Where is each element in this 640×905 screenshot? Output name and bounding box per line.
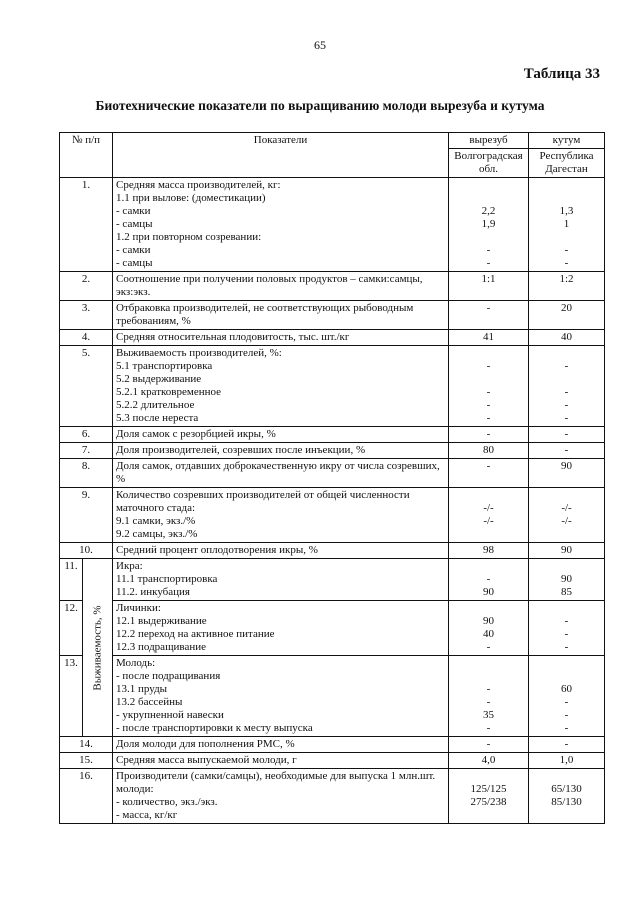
value-line: -/- bbox=[561, 502, 572, 514]
indicator-cell bbox=[113, 272, 449, 301]
table-row bbox=[60, 753, 605, 769]
indicator-line: - укрупненной навески bbox=[116, 709, 224, 721]
value-line: - bbox=[564, 738, 569, 750]
table-row bbox=[60, 459, 605, 488]
value-line: 4,0 bbox=[481, 754, 496, 766]
row-number: 6. bbox=[60, 427, 113, 443]
value-line bbox=[532, 657, 601, 670]
indicator-line: 11.1 транспортировка bbox=[116, 573, 218, 585]
value-line: - bbox=[486, 257, 491, 269]
value-dagestan-cell bbox=[529, 346, 605, 427]
value-line: - bbox=[564, 399, 569, 411]
indicator-cell bbox=[113, 737, 449, 753]
value-dagestan-cell bbox=[529, 559, 605, 601]
indicator-line: Соотношение при получении половых продуктов – самки:самцы, экз:экз. bbox=[116, 273, 423, 298]
indicator-line: - самцы bbox=[116, 218, 153, 230]
indicator-cell bbox=[113, 427, 449, 443]
indicator-line: Отбраковка производителей, не соответствующих рыбоводным требованиям, % bbox=[116, 302, 414, 327]
indicator-line: - масса, кг/кг bbox=[116, 809, 178, 821]
row-number: 7. bbox=[60, 443, 113, 459]
indicator-line: 13.1 пруды bbox=[116, 683, 168, 695]
indicator-line: Молодь: bbox=[116, 657, 156, 669]
value-line: 2,2 bbox=[481, 205, 496, 217]
value-line: 60 bbox=[561, 683, 573, 695]
indicator-cell bbox=[113, 459, 449, 488]
value-line bbox=[532, 770, 601, 783]
value-dagestan-cell bbox=[529, 178, 605, 272]
value-line bbox=[452, 670, 525, 683]
value-line: 1,9 bbox=[481, 218, 496, 230]
indicator-line: 5.2 выдерживание bbox=[116, 373, 202, 385]
value-line: 85 bbox=[561, 586, 573, 598]
indicator-cell bbox=[113, 559, 449, 601]
value-line bbox=[452, 231, 525, 244]
value-volgograd-cell bbox=[449, 737, 529, 753]
value-volgograd-cell bbox=[449, 427, 529, 443]
value-line: - bbox=[564, 386, 569, 398]
value-line bbox=[532, 179, 601, 192]
indicator-cell bbox=[113, 330, 449, 346]
value-volgograd-cell bbox=[449, 769, 529, 824]
indicator-line: 12.1 выдерживание bbox=[116, 615, 207, 627]
value-line bbox=[532, 347, 601, 360]
table-row bbox=[60, 559, 605, 601]
value-line: 1,0 bbox=[559, 754, 574, 766]
value-line: 275/238 bbox=[470, 796, 507, 808]
value-line: 90 bbox=[561, 573, 573, 585]
indicator-line: Доля молоди для пополнения РМС, % bbox=[116, 738, 295, 750]
indicator-cell bbox=[113, 488, 449, 543]
indicator-cell bbox=[113, 753, 449, 769]
table-row bbox=[60, 769, 605, 824]
table-row bbox=[60, 301, 605, 330]
indicator-line: 1.1 при вылове: (доместикации) bbox=[116, 192, 266, 204]
value-dagestan-cell bbox=[529, 272, 605, 301]
value-dagestan-cell bbox=[529, 427, 605, 443]
indicator-line: 9.1 самки, экз./% bbox=[116, 515, 196, 527]
indicator-cell bbox=[113, 601, 449, 656]
indicator-line: - после транспортировки к месту выпуска bbox=[116, 722, 313, 734]
value-dagestan-cell bbox=[529, 459, 605, 488]
value-dagestan-cell bbox=[529, 769, 605, 824]
value-dagestan-cell bbox=[529, 488, 605, 543]
value-line: - bbox=[564, 709, 569, 721]
indicator-cell bbox=[113, 443, 449, 459]
value-line: -/- bbox=[561, 515, 572, 527]
header-indicator: Показатели bbox=[113, 133, 449, 178]
indicator-line: Средний процент оплодотворения икры, % bbox=[116, 544, 318, 556]
row-number: 5. bbox=[60, 346, 113, 427]
value-volgograd-cell bbox=[449, 601, 529, 656]
value-volgograd-cell bbox=[449, 178, 529, 272]
header-region-2: Республика Дагестан bbox=[529, 149, 605, 178]
value-line: -/- bbox=[483, 515, 494, 527]
header-region-1: Волгоградская обл. bbox=[449, 149, 529, 178]
value-line bbox=[532, 231, 601, 244]
value-line: 1:2 bbox=[559, 273, 574, 285]
table-row bbox=[60, 656, 605, 737]
row-number: 4. bbox=[60, 330, 113, 346]
table-row bbox=[60, 443, 605, 459]
value-line: - bbox=[564, 428, 569, 440]
value-line: - bbox=[564, 412, 569, 424]
value-line bbox=[532, 373, 601, 386]
table-row bbox=[60, 601, 605, 656]
row-number: 11. bbox=[60, 559, 83, 601]
table-row bbox=[60, 178, 605, 272]
value-line: - bbox=[564, 722, 569, 734]
value-line: 90 bbox=[561, 460, 573, 472]
row-number: 15. bbox=[60, 753, 113, 769]
value-dagestan-cell bbox=[529, 543, 605, 559]
value-line: - bbox=[564, 696, 569, 708]
value-line: 1 bbox=[563, 218, 570, 230]
value-line: - bbox=[564, 615, 569, 627]
header-species-2: кутум bbox=[529, 133, 605, 149]
indicator-line: 5.2.1 кратковременное bbox=[116, 386, 222, 398]
indicator-line: 13.2 бассейны bbox=[116, 696, 183, 708]
value-dagestan-cell bbox=[529, 737, 605, 753]
indicator-line: 1.2 при повторном созревании: bbox=[116, 231, 262, 243]
indicator-cell bbox=[113, 178, 449, 272]
value-line bbox=[452, 179, 525, 192]
indicator-line: Доля самок, отдавших доброкачественную икру от числа созревших, % bbox=[116, 460, 440, 485]
value-dagestan-cell bbox=[529, 601, 605, 656]
value-line: - bbox=[486, 683, 491, 695]
indicator-line: 12.3 подращивание bbox=[116, 641, 207, 653]
row-number: 14. bbox=[60, 737, 113, 753]
indicator-line: Количество созревших производителей от общей численности маточного стада: bbox=[116, 489, 410, 514]
value-line bbox=[452, 489, 525, 502]
value-line: 90 bbox=[561, 544, 573, 556]
indicator-line: Доля самок с резорбцией икры, % bbox=[116, 428, 276, 440]
indicator-line: Доля производителей, созревших после инъекции, % bbox=[116, 444, 366, 456]
row-number: 16. bbox=[60, 769, 113, 824]
value-volgograd-cell bbox=[449, 443, 529, 459]
value-dagestan-cell bbox=[529, 753, 605, 769]
value-line: - bbox=[486, 302, 491, 314]
header-species-1: вырезуб bbox=[449, 133, 529, 149]
indicator-cell bbox=[113, 346, 449, 427]
value-line: - bbox=[486, 428, 491, 440]
value-line bbox=[532, 560, 601, 573]
indicator-line: Производители (самки/самцы), необходимые для выпуска 1 млн.шт. молоди: bbox=[116, 770, 436, 795]
indicator-line: 12.2 переход на активное питание bbox=[116, 628, 275, 640]
indicators-table bbox=[59, 132, 605, 824]
value-line: 40 bbox=[483, 628, 495, 640]
value-line bbox=[452, 657, 525, 670]
row-number: 12. bbox=[60, 601, 83, 656]
value-volgograd-cell bbox=[449, 272, 529, 301]
indicator-line: 5.1 транспортировка bbox=[116, 360, 213, 372]
table-row bbox=[60, 488, 605, 543]
value-volgograd-cell bbox=[449, 488, 529, 543]
value-volgograd-cell bbox=[449, 753, 529, 769]
value-volgograd-cell bbox=[449, 559, 529, 601]
value-line bbox=[452, 347, 525, 360]
indicator-line: 5.2.2 длительное bbox=[116, 399, 195, 411]
value-line: - bbox=[486, 412, 491, 424]
value-line: - bbox=[486, 399, 491, 411]
value-line: 20 bbox=[561, 302, 573, 314]
value-line: - bbox=[486, 641, 491, 653]
indicator-line: - самки bbox=[116, 244, 151, 256]
indicator-line: Средняя масса производителей, кг: bbox=[116, 179, 281, 191]
table-row bbox=[60, 272, 605, 301]
survival-side-label-cell bbox=[83, 559, 113, 737]
row-number: 1. bbox=[60, 178, 113, 272]
indicator-line: - количество, экз./экз. bbox=[116, 796, 218, 808]
table-row bbox=[60, 543, 605, 559]
table-row bbox=[60, 346, 605, 427]
value-line: - bbox=[564, 628, 569, 640]
value-line: 35 bbox=[483, 709, 495, 721]
table-row bbox=[60, 427, 605, 443]
value-dagestan-cell bbox=[529, 330, 605, 346]
value-line: -/- bbox=[483, 502, 494, 514]
value-line: - bbox=[564, 244, 569, 256]
header-number: № п/п bbox=[60, 133, 113, 178]
value-line: - bbox=[564, 641, 569, 653]
value-line bbox=[532, 489, 601, 502]
value-line: 40 bbox=[561, 331, 573, 343]
value-line: - bbox=[486, 386, 491, 398]
value-volgograd-cell bbox=[449, 656, 529, 737]
value-line bbox=[452, 373, 525, 386]
indicator-line: - самки bbox=[116, 205, 151, 217]
table-title: Биотехнические показатели по выращиванию молоди вырезуба и кутума bbox=[95, 98, 545, 113]
indicator-line: Средняя масса выпускаемой молоди, г bbox=[116, 754, 297, 766]
value-line: 125/125 bbox=[470, 783, 507, 795]
indicator-line: Средняя относительная плодовитость, тыс. шт./кг bbox=[116, 331, 350, 343]
value-line: 90 bbox=[483, 586, 495, 598]
row-number: 13. bbox=[60, 656, 83, 737]
value-line: - bbox=[486, 738, 491, 750]
value-line: - bbox=[486, 573, 491, 585]
row-number: 9. bbox=[60, 488, 113, 543]
value-line: - bbox=[564, 257, 569, 269]
value-line bbox=[532, 602, 601, 615]
page-number: 65 bbox=[314, 38, 326, 52]
indicator-line: 9.2 самцы, экз./% bbox=[116, 528, 198, 540]
value-line: 80 bbox=[483, 444, 495, 456]
indicator-line: - самцы bbox=[116, 257, 153, 269]
value-line: - bbox=[486, 696, 491, 708]
value-line: 41 bbox=[483, 331, 495, 343]
value-line: 1:1 bbox=[481, 273, 496, 285]
value-line: - bbox=[486, 722, 491, 734]
indicator-line: Икра: bbox=[116, 560, 143, 572]
value-dagestan-cell bbox=[529, 301, 605, 330]
table-row bbox=[60, 737, 605, 753]
indicator-line: 5.3 после нереста bbox=[116, 412, 199, 424]
value-line bbox=[532, 670, 601, 683]
value-line bbox=[452, 602, 525, 615]
row-number: 8. bbox=[60, 459, 113, 488]
indicator-line: - после подращивания bbox=[116, 670, 221, 682]
value-volgograd-cell bbox=[449, 346, 529, 427]
value-line: 65/130 bbox=[551, 783, 582, 795]
value-volgograd-cell bbox=[449, 543, 529, 559]
value-volgograd-cell bbox=[449, 330, 529, 346]
indicator-cell bbox=[113, 301, 449, 330]
value-line: 85/130 bbox=[551, 796, 582, 808]
indicator-cell bbox=[113, 543, 449, 559]
value-line: - bbox=[486, 360, 491, 372]
table-number: Таблица 33 bbox=[523, 66, 600, 82]
table-row bbox=[60, 330, 605, 346]
value-line: 1,3 bbox=[559, 205, 574, 217]
value-line: - bbox=[486, 460, 491, 472]
value-line: - bbox=[564, 444, 569, 456]
value-line: - bbox=[486, 244, 491, 256]
value-line bbox=[452, 770, 525, 783]
value-volgograd-cell bbox=[449, 459, 529, 488]
indicator-line: Выживаемость производителей, %: bbox=[116, 347, 282, 359]
indicator-cell bbox=[113, 656, 449, 737]
survival-side-label: Выживаемость, % bbox=[91, 604, 103, 691]
value-line: 90 bbox=[483, 615, 495, 627]
indicator-line: Личинки: bbox=[116, 602, 161, 614]
row-number: 3. bbox=[60, 301, 113, 330]
indicator-cell bbox=[113, 769, 449, 824]
value-dagestan-cell bbox=[529, 656, 605, 737]
value-volgograd-cell bbox=[449, 301, 529, 330]
value-line bbox=[452, 560, 525, 573]
value-line: - bbox=[564, 360, 569, 372]
value-line: 98 bbox=[483, 544, 495, 556]
indicator-line: 11.2. инкубация bbox=[116, 586, 190, 598]
value-line bbox=[452, 192, 525, 205]
row-number: 2. bbox=[60, 272, 113, 301]
value-line bbox=[532, 192, 601, 205]
value-dagestan-cell bbox=[529, 443, 605, 459]
header-row-1 bbox=[60, 133, 605, 149]
row-number: 10. bbox=[60, 543, 113, 559]
